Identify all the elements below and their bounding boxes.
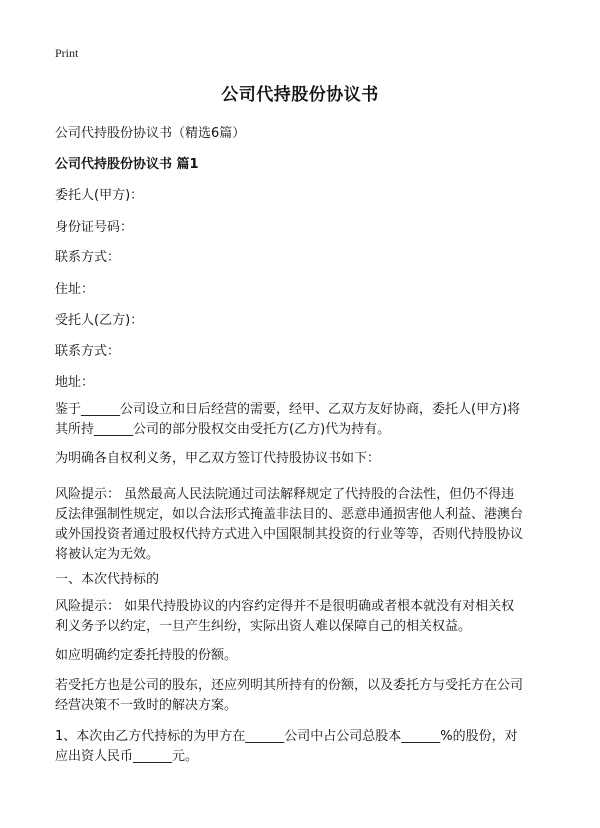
- paragraph-line: 或外国投资者通过股权代持方式进入中国限制其投资的行业等等，否则代持股协议: [55, 527, 524, 542]
- paragraph-line: 为明确各自权利义务，甲乙双方签订代持股协议书如下：: [55, 451, 381, 466]
- paragraph-risk-notice: [55, 485, 549, 565]
- print-label: Print: [55, 46, 79, 60]
- section-title: 公司代持股份协议书 篇1: [55, 157, 199, 172]
- paragraph-line: 若受托方也是公司的股东，还应列明其所持有的份额，以及委托方与受托方在公司: [55, 678, 524, 693]
- field-contact: 联系方式：: [55, 344, 121, 359]
- paragraph-line: 应出资人民币______元。: [55, 749, 199, 764]
- document-title: 公司代持股份协议书: [221, 85, 379, 105]
- paragraph-shareholder: [55, 676, 549, 716]
- document-subtitle: 公司代持股份协议书（精选6篇）: [55, 126, 246, 141]
- paragraph-agreement-intro: [55, 449, 549, 469]
- paragraph-recital: [55, 400, 549, 440]
- paragraph-line: 将被认定为无效。: [55, 547, 160, 562]
- paragraph-share-amount: [55, 646, 549, 666]
- paragraph-line: 反法律强制性规定，如以合法形式掩盖非法目的、恶意串通损害他人利益、港澳台: [55, 507, 524, 522]
- paragraph-line: 鉴于______公司设立和日后经营的需要，经甲、乙双方友好协商，委托人(甲方)将: [55, 402, 521, 417]
- field-principal: 委托人(甲方)：: [55, 188, 144, 203]
- field-address: 地址：: [55, 375, 95, 390]
- paragraph-line: 风险提示： 如果代持股协议的内容约定得并不是很明确或者根本就没有对相关权: [55, 599, 515, 614]
- paragraph-line: 风险提示： 虽然最高人民法院通过司法解释规定了代持股的合法性，但仍不得违: [55, 487, 515, 502]
- paragraph-line: 经营决策不一致时的解决方案。: [55, 698, 238, 713]
- field-residence: 住址：: [55, 282, 95, 297]
- paragraph-line: 利义务予以约定，一旦产生纠纷，实际出资人难以保障自己的相关权益。: [55, 619, 472, 634]
- paragraph-risk-notice: [55, 597, 549, 637]
- field-contact: 联系方式：: [55, 250, 121, 265]
- paragraph-line: 如应明确约定委托持股的份额。: [55, 648, 238, 663]
- field-id-number: 身份证号码：: [55, 220, 134, 235]
- paragraph-line: 1、本次由乙方代持标的为甲方在______公司中占公司总股本______%的股份，对: [55, 729, 518, 744]
- paragraph-line: 其所持______公司的部分股权交由受托方(乙方)代为持有。: [55, 422, 391, 437]
- field-trustee: 受托人(乙方)：: [55, 313, 144, 328]
- paragraph-clause-1: [55, 727, 549, 767]
- heading-section-1: 一、本次代持标的: [55, 572, 160, 587]
